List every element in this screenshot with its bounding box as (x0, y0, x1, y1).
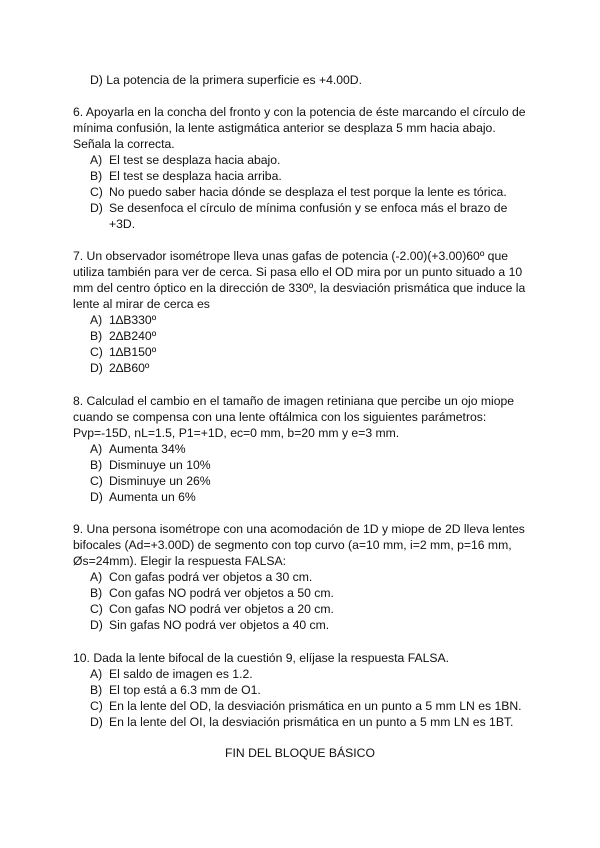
q7-option-d-text: 2∆B60º (109, 361, 150, 375)
q7-option-a (90, 312, 156, 328)
q6-stem-line-3: Señala la correcta. (73, 137, 175, 151)
q6-option-d-continuation: +3D. (109, 217, 136, 231)
q6-option-b-text: El test se desplaza hacia arriba. (109, 169, 282, 183)
q7-option-a-letter: A) (90, 313, 103, 327)
q8-option-d (90, 489, 196, 505)
q10-option-c (90, 698, 522, 714)
q8-option-c-letter: C) (90, 474, 103, 488)
q6-option-b-letter: B) (90, 169, 103, 183)
q10-option-b-text: El top está a 6.3 mm de O1. (109, 683, 261, 697)
q8-option-b-letter: B) (90, 458, 103, 472)
q6-option-b (90, 168, 282, 184)
q8-option-b-text: Disminuye un 10% (109, 458, 211, 472)
q9-option-b (90, 585, 334, 601)
q9-option-a-letter: A) (90, 570, 103, 584)
q9-option-b-text: Con gafas NO podrá ver objetos a 50 cm. (109, 586, 334, 600)
q5-option-d: D) La potencia de la primera superficie es +4.00D. (90, 73, 362, 87)
q9-stem-line-1: 9. Una persona isométrope con una acomodación de 1D y miope de 2D lleva lentes (73, 522, 525, 536)
q6-option-d (90, 200, 507, 216)
q7-option-b (90, 328, 156, 344)
q8-option-c (90, 473, 211, 489)
q7-stem-line-2: utiliza también para ver de cerca. Si pasa ello el OD mira por un punto situado a 10 (73, 265, 523, 279)
q10-option-a (90, 666, 253, 682)
q10-option-a-text: El saldo de imagen es 1.2. (109, 667, 253, 681)
q6-option-c-text: No puedo saber hacia dónde se desplaza el test porque la lente es tórica. (109, 185, 507, 199)
q6-option-a-letter: A) (90, 153, 103, 167)
q10-option-c-letter: C) (90, 699, 103, 713)
q10-option-c-text: En la lente del OD, la desviación prismática en un punto a 5 mm LN es 1BN. (109, 699, 522, 713)
q7-option-d (90, 360, 149, 376)
q10-option-d (90, 714, 513, 730)
q6-option-c-letter: C) (90, 185, 103, 199)
q6-option-a (90, 152, 280, 168)
q7-option-b-letter: B) (90, 329, 103, 343)
q9-option-c-text: Con gafas NO podrá ver objetos a 20 cm. (109, 602, 334, 616)
q10-option-b-letter: B) (90, 683, 103, 697)
q9-option-a (90, 569, 312, 585)
q9-option-c-letter: C) (90, 602, 103, 616)
q10-stem-line-1: 10. Dada la lente bifocal de la cuestión 9, elíjase la respuesta FALSA. (73, 651, 450, 665)
q6-option-a-text: El test se desplaza hacia abajo. (109, 153, 281, 167)
q10-option-d-text: En la lente del OI, la desviación prismática en un punto a 5 mm LN es 1BT. (109, 715, 514, 729)
q10-option-d-letter: D) (90, 715, 103, 729)
q8-option-c-text: Disminuye un 26% (109, 474, 211, 488)
q7-stem-line-1: 7. Un observador isométrope lleva unas gafas de potencia (-2.00)(+3.00)60º que (73, 249, 509, 263)
footer-end-of-block: FIN DEL BLOQUE BÁSICO (225, 746, 375, 760)
q9-option-d-letter: D) (90, 618, 103, 632)
q8-stem-line-1: 8. Calculad el cambio en el tamaño de imagen retiniana que percibe un ojo miope (73, 394, 515, 408)
q8-option-a-text: Aumenta 34% (109, 442, 186, 456)
q8-option-a (90, 441, 186, 457)
q6-option-d-text: Se desenfoca el círculo de mínima confusión y se enfoca más el brazo de (109, 201, 508, 215)
q9-option-b-letter: B) (90, 586, 103, 600)
q10-option-a-letter: A) (90, 667, 103, 681)
q8-option-a-letter: A) (90, 442, 103, 456)
q9-stem-line-2: bifocales (Ad=+3.00D) de segmento con top curvo (a=10 mm, i=2 mm, p=16 mm, (73, 538, 512, 552)
q8-option-b (90, 457, 211, 473)
q7-option-a-text: 1∆B330º (109, 313, 157, 327)
q6-stem-line-2: mínima confusión, la lente astigmática anterior se desplaza 5 mm hacia abajo. (73, 121, 496, 135)
q7-option-b-text: 2∆B240º (109, 329, 157, 343)
q10-option-b (90, 682, 261, 698)
q7-option-d-letter: D) (90, 361, 103, 375)
q9-stem-line-3: Øs=24mm). Elegir la respuesta FALSA: (73, 554, 287, 568)
q7-option-c-letter: C) (90, 345, 103, 359)
q9-option-d-text: Sin gafas NO podrá ver objetos a 40 cm. (109, 618, 330, 632)
q9-option-a-text: Con gafas podrá ver objetos a 30 cm. (109, 570, 313, 584)
q7-option-c-text: 1∆B150º (109, 345, 157, 359)
q7-option-c (90, 344, 156, 360)
q6-option-d-letter: D) (90, 201, 103, 215)
q7-stem-line-4: lente al mirar de cerca es (73, 297, 210, 311)
q9-option-c (90, 601, 334, 617)
q8-option-d-text: Aumenta un 6% (109, 490, 196, 504)
q8-option-d-letter: D) (90, 490, 103, 504)
q6-option-c (90, 184, 507, 200)
q8-stem-line-2: cuando se compensa con una lente oftálmica con los siguientes parámetros: (73, 410, 487, 424)
q8-stem-line-3: Pvp=-15D, nL=1.5, P1=+1D, ec=0 mm, b=20 mm y e=3 mm. (73, 426, 400, 440)
q7-stem-line-3: mm del centro óptico en la dirección de 330º, la desviación prismática que induce la (73, 281, 526, 295)
q6-stem-line-1: 6. Apoyarla en la concha del fronto y con la potencia de éste marcando el círculo de (73, 105, 526, 119)
q9-option-d (90, 617, 329, 633)
